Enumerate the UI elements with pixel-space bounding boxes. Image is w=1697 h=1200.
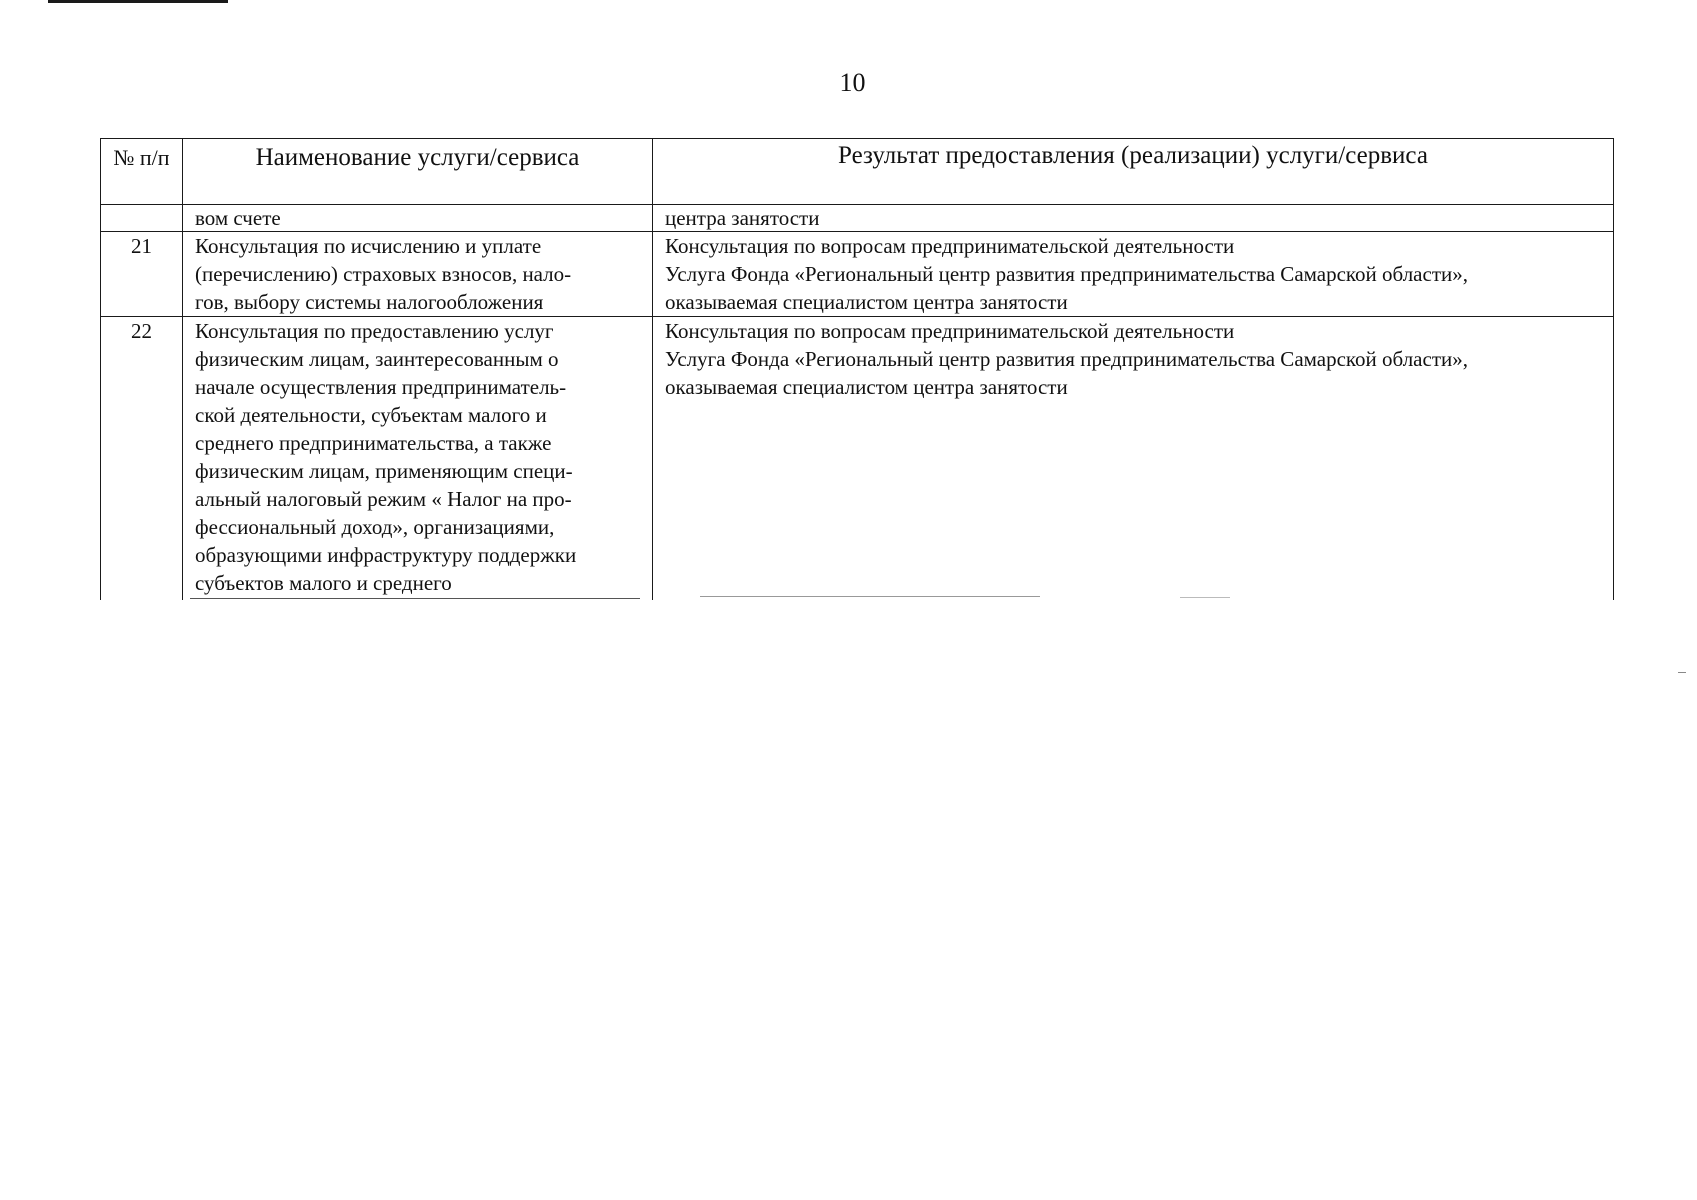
row-name-line: физическим лицам, применяющим специ- xyxy=(195,459,573,483)
row-result xyxy=(653,232,1614,317)
row-name-line: среднего предпринимательства, а также xyxy=(195,431,552,455)
row-result xyxy=(653,205,1614,232)
row-name-line: (перечислению) страховых взносов, нало- xyxy=(195,262,572,286)
row-name-line: Консультация по предоставлению услуг xyxy=(195,319,554,343)
header-result: Результат предоставления (реализации) услуги/сервиса xyxy=(653,139,1614,205)
scan-artifact-line xyxy=(190,598,640,599)
row-name xyxy=(183,205,653,232)
table-row xyxy=(101,317,1614,601)
row-result-line: центра занятости xyxy=(665,206,820,230)
row-result-line: Услуга Фонда «Региональный центр развития предпринимательства Самарской области», xyxy=(665,347,1468,371)
row-name-line: Консультация по исчислению и уплате xyxy=(195,234,542,258)
row-name-line: гов, выбору системы налогообложения xyxy=(195,290,544,314)
row-result-line: оказываемая специалистом центра занятости xyxy=(665,290,1068,314)
row-name-line: физическим лицам, заинтересованным о xyxy=(195,347,559,371)
header-name: Наименование услуги/сервиса xyxy=(183,139,653,205)
row-result-line: Услуга Фонда «Региональный центр развития предпринимательства Самарской области», xyxy=(665,262,1468,286)
scan-artifact-line xyxy=(1180,597,1230,598)
row-name-line: фессиональный доход», организациями, xyxy=(195,515,555,539)
row-name-line: образующими инфраструктуру поддержки xyxy=(195,543,577,567)
page-number: 10 xyxy=(839,68,866,97)
scan-artifact-dot xyxy=(1678,672,1686,673)
row-name-line: вом счете xyxy=(195,206,281,230)
row-result-line: Консультация по вопросам предпринимательской деятельности xyxy=(665,319,1235,343)
row-result-line: оказываемая специалистом центра занятости xyxy=(665,375,1068,399)
row-num: 22 xyxy=(101,317,183,601)
row-result xyxy=(653,317,1614,601)
table-row xyxy=(101,232,1614,317)
top-edge-rule xyxy=(48,0,228,3)
row-name-line: субъектов малого и среднего xyxy=(195,571,452,595)
row-name xyxy=(183,232,653,317)
row-name-line: ской деятельности, субъектам малого и xyxy=(195,403,547,427)
row-name-line: начале осуществления предприниматель- xyxy=(195,375,567,399)
row-result-line: Консультация по вопросам предпринимательской деятельности xyxy=(665,234,1235,258)
header-num: № п/п xyxy=(101,139,183,205)
table-header-row xyxy=(101,139,1614,205)
row-num xyxy=(101,205,183,232)
scan-artifact-line xyxy=(700,596,1040,597)
services-table xyxy=(100,138,1614,600)
table-row xyxy=(101,205,1614,232)
row-name-line: альный налоговый режим « Налог на про- xyxy=(195,487,572,511)
row-num: 21 xyxy=(101,232,183,317)
row-name xyxy=(183,317,653,601)
